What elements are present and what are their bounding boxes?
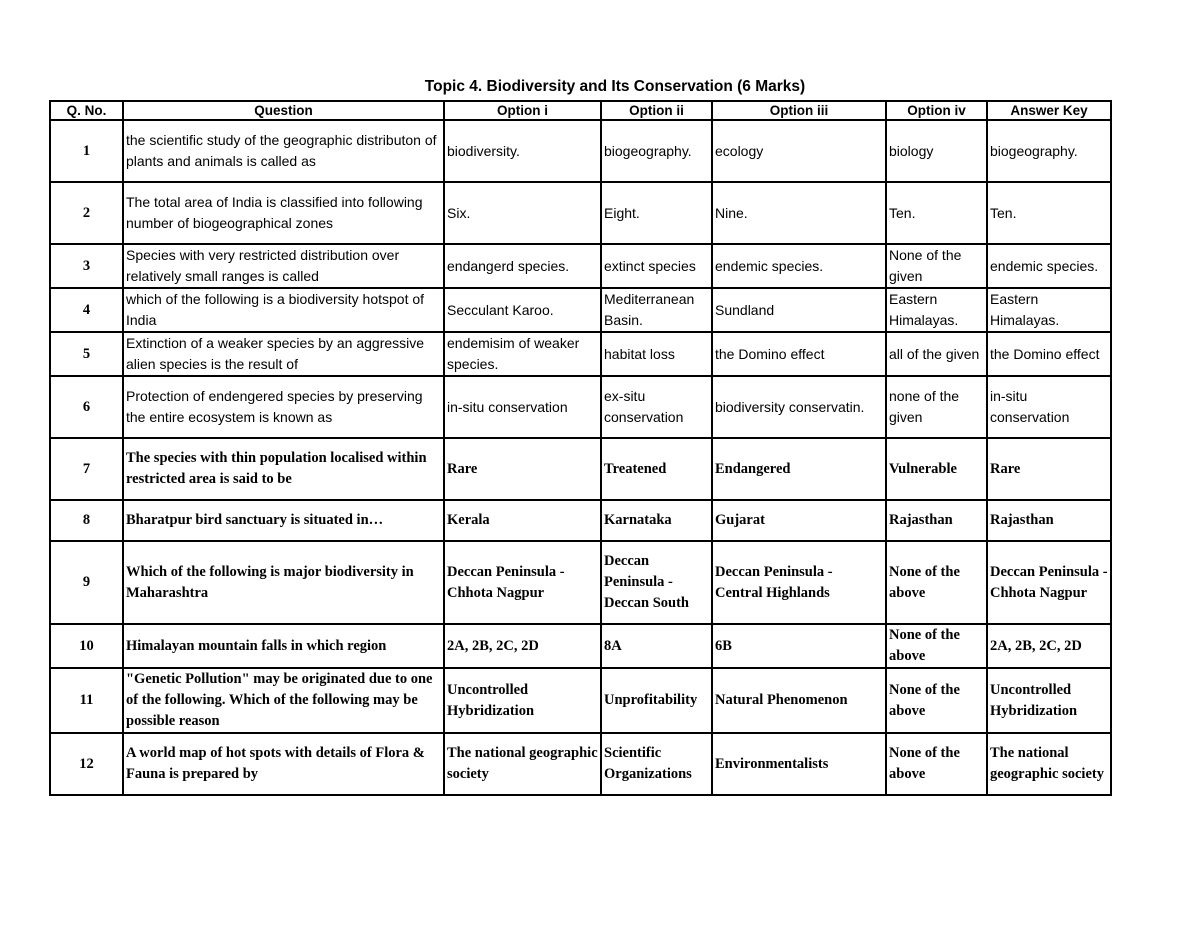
- table-row: [50, 500, 1111, 541]
- option-iii: Deccan Peninsula - Central Highlands: [712, 541, 886, 624]
- option-i: biodiversity.: [444, 120, 601, 182]
- page-title: Topic 4. Biodiversity and Its Conservation (6 Marks): [424, 78, 806, 95]
- option-ii: habitat loss: [601, 332, 712, 376]
- table-row: [50, 624, 1111, 668]
- table-row: [50, 668, 1111, 733]
- option-iv: Vulnerable: [886, 438, 987, 500]
- question-text: The species with thin population localised within restricted area is said to be: [123, 438, 444, 500]
- option-iv: None of the given: [886, 244, 987, 288]
- header-option-iv: Option iv: [886, 101, 987, 120]
- answer-key: Uncontrolled Hybridization: [987, 668, 1111, 733]
- table-row: [50, 733, 1111, 795]
- question-number: 1: [50, 120, 123, 182]
- answer-key: biogeography.: [987, 120, 1111, 182]
- question-number: 10: [50, 624, 123, 668]
- header-option-ii: Option ii: [601, 101, 712, 120]
- option-i: endangerd species.: [444, 244, 601, 288]
- option-iii: Sundland: [712, 288, 886, 332]
- question-text: "Genetic Pollution" may be originated due to one of the following. Which of the following may be possible reason: [123, 668, 444, 733]
- question-number: 8: [50, 500, 123, 541]
- option-i: Rare: [444, 438, 601, 500]
- option-ii: Treatened: [601, 438, 712, 500]
- question-number: 7: [50, 438, 123, 500]
- question-text: the scientific study of the geographic distributon of plants and animals is called as: [123, 120, 444, 182]
- table-row: [50, 244, 1111, 288]
- question-number: 9: [50, 541, 123, 624]
- option-i: 2A, 2B, 2C, 2D: [444, 624, 601, 668]
- option-iv: Eastern Himalayas.: [886, 288, 987, 332]
- option-iv: None of the above: [886, 668, 987, 733]
- question-text: The total area of India is classified into following number of biogeographical zones: [123, 182, 444, 244]
- option-ii: Karnataka: [601, 500, 712, 541]
- question-number: 3: [50, 244, 123, 288]
- question-number: 11: [50, 668, 123, 733]
- option-iv: None of the above: [886, 624, 987, 668]
- question-text: Species with very restricted distribution over relatively small ranges is called: [123, 244, 444, 288]
- answer-key: Ten.: [987, 182, 1111, 244]
- option-ii: biogeography.: [601, 120, 712, 182]
- answer-key: Eastern Himalayas.: [987, 288, 1111, 332]
- option-ii: Eight.: [601, 182, 712, 244]
- question-number: 6: [50, 376, 123, 438]
- table-row: [50, 288, 1111, 332]
- option-iii: ecology: [712, 120, 886, 182]
- option-iv: Ten.: [886, 182, 987, 244]
- option-ii: Unprofitability: [601, 668, 712, 733]
- option-iv: None of the above: [886, 733, 987, 795]
- option-i: endemisim of weaker species.: [444, 332, 601, 376]
- answer-key: Deccan Peninsula - Chhota Nagpur: [987, 541, 1111, 624]
- option-iii: endemic species.: [712, 244, 886, 288]
- table-row: [50, 438, 1111, 500]
- option-iii: Gujarat: [712, 500, 886, 541]
- answer-key: endemic species.: [987, 244, 1111, 288]
- question-number: 2: [50, 182, 123, 244]
- question-number: 4: [50, 288, 123, 332]
- header-option-i: Option i: [444, 101, 601, 120]
- option-i: Secculant Karoo.: [444, 288, 601, 332]
- option-iii: biodiversity conservatin.: [712, 376, 886, 438]
- question-number: 12: [50, 733, 123, 795]
- question-table: [49, 100, 1112, 796]
- question-text: Protection of endengered species by preserving the entire ecosystem is known as: [123, 376, 444, 438]
- header-qno: Q. No.: [50, 101, 123, 120]
- option-iii: Nine.: [712, 182, 886, 244]
- option-i: in-situ conservation: [444, 376, 601, 438]
- question-text: Bharatpur bird sanctuary is situated in…: [123, 500, 444, 541]
- answer-key: 2A, 2B, 2C, 2D: [987, 624, 1111, 668]
- option-i: Six.: [444, 182, 601, 244]
- question-number: 5: [50, 332, 123, 376]
- header-option-iii: Option iii: [712, 101, 886, 120]
- header-question: Question: [123, 101, 444, 120]
- question-text: Which of the following is major biodiversity in Maharashtra: [123, 541, 444, 624]
- table-row: [50, 332, 1111, 376]
- option-iv: biology: [886, 120, 987, 182]
- table-row: [50, 376, 1111, 438]
- table-row: [50, 120, 1111, 182]
- question-text: which of the following is a biodiversity hotspot of India: [123, 288, 444, 332]
- answer-key: Rajasthan: [987, 500, 1111, 541]
- option-i: The national geographic society: [444, 733, 601, 795]
- question-text: Extinction of a weaker species by an aggressive alien species is the result of: [123, 332, 444, 376]
- answer-key: the Domino effect: [987, 332, 1111, 376]
- option-iv: none of the given: [886, 376, 987, 438]
- option-iii: Endangered: [712, 438, 886, 500]
- option-iii: Natural Phenomenon: [712, 668, 886, 733]
- option-ii: 8A: [601, 624, 712, 668]
- option-i: Deccan Peninsula - Chhota Nagpur: [444, 541, 601, 624]
- answer-key: in-situ conservation: [987, 376, 1111, 438]
- question-text: A world map of hot spots with details of Flora & Fauna is prepared by: [123, 733, 444, 795]
- option-iv: None of the above: [886, 541, 987, 624]
- option-i: Uncontrolled Hybridization: [444, 668, 601, 733]
- option-iii: Environmentalists: [712, 733, 886, 795]
- table-row: [50, 182, 1111, 244]
- answer-key: The national geographic society: [987, 733, 1111, 795]
- option-iii: 6B: [712, 624, 886, 668]
- answer-key: Rare: [987, 438, 1111, 500]
- question-text: Himalayan mountain falls in which region: [123, 624, 444, 668]
- table-row: [50, 541, 1111, 624]
- header-answer-key: Answer Key: [987, 101, 1111, 120]
- option-ii: Scientific Organizations: [601, 733, 712, 795]
- header-row: [50, 101, 1111, 120]
- option-ii: ex-situ conservation: [601, 376, 712, 438]
- option-iv: Rajasthan: [886, 500, 987, 541]
- option-iii: the Domino effect: [712, 332, 886, 376]
- option-ii: Deccan Peninsula - Deccan South: [601, 541, 712, 624]
- option-iv: all of the given: [886, 332, 987, 376]
- option-ii: extinct species: [601, 244, 712, 288]
- option-ii: Mediterranean Basin.: [601, 288, 712, 332]
- option-i: Kerala: [444, 500, 601, 541]
